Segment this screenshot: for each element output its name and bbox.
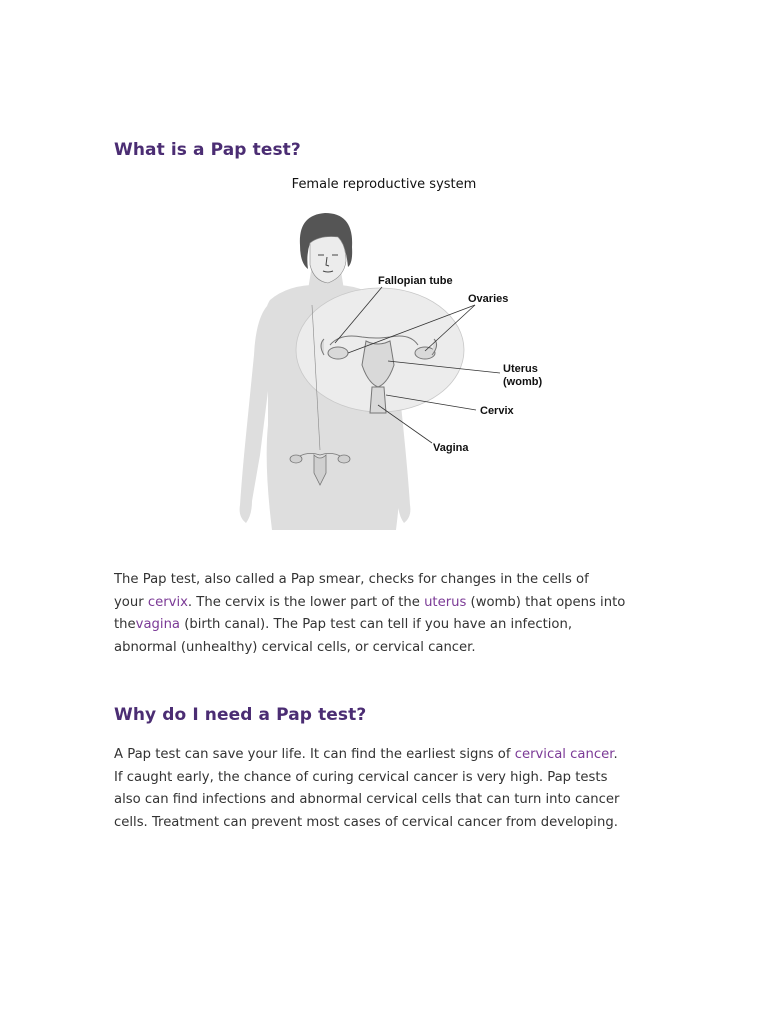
label-uterus: Uterus (503, 363, 538, 375)
text-span: . (613, 747, 618, 762)
paragraph-pap-test-definition (114, 569, 674, 659)
text-line (114, 744, 674, 767)
text-span: the (114, 617, 136, 632)
label-fallopian-tube: Fallopian tube (378, 275, 453, 287)
text-span: your (114, 594, 148, 610)
label-ovaries: Ovaries (468, 293, 509, 305)
text-span: . The cervix is the lower part of the (187, 594, 425, 610)
text-line: The Pap test, also called a Pap smear, checks for changes in the cells of (114, 572, 589, 587)
label-vagina: Vagina (433, 442, 469, 454)
text-line (114, 592, 674, 615)
section-heading-what-is-pap-test: What is a Pap test? (114, 140, 301, 160)
female-reproductive-system-illustration (220, 205, 560, 535)
text-span: (womb) that opens into (466, 594, 626, 610)
text-line (114, 614, 674, 637)
text-line: cells. Treatment can prevent most cases of cervical cancer from developing. (114, 814, 618, 830)
vagina-link[interactable]: vagina (135, 617, 181, 632)
text-span: A Pap test can save your life. It can find the earliest signs of (114, 747, 515, 762)
cervical-cancer-link[interactable]: cervical cancer (514, 747, 614, 762)
label-cervix: Cervix (480, 405, 514, 417)
label-womb: (womb) (503, 376, 543, 388)
uterus-link[interactable]: uterus (424, 594, 467, 610)
paragraph-why-pap-test (114, 744, 674, 834)
text-line: abnormal (unhealthy) cervical cells, or cervical cancer. (114, 639, 476, 655)
figure-title: Female reproductive system (291, 177, 477, 192)
text-span: (birth canal). The Pap test can tell if you have an infection, (180, 617, 573, 632)
cervix-link[interactable]: cervix (147, 594, 188, 610)
text-line: If caught early, the chance of curing cervical cancer is very high. Pap tests (114, 769, 608, 785)
text-line: also can find infections and abnormal cervical cells that can turn into cancer (114, 792, 620, 807)
section-heading-why-need-pap-test: Why do I need a Pap test? (114, 705, 367, 725)
